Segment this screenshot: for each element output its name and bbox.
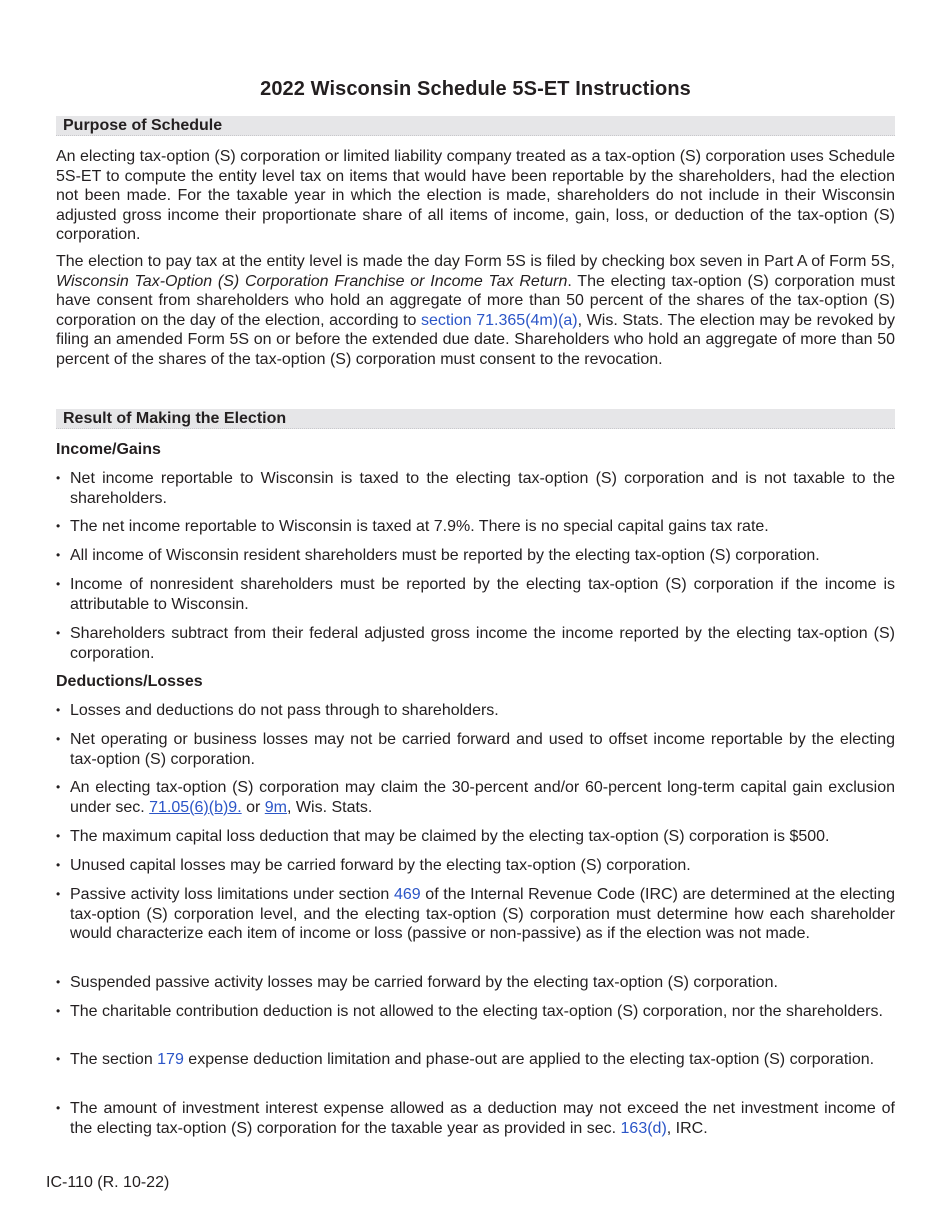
sec-9m-link[interactable]: 9m xyxy=(264,798,288,816)
bullet-icon: • xyxy=(56,829,61,843)
list-item: • The section 179 expense deduction limitation and phase-out are applied to the electing tax-option (S) corporation. xyxy=(56,1051,875,1068)
purpose-p2-text-b: . The electing tax-option (S) corporation must have consent from shareholders who hold an aggregate of more than 50 percent of the shares of the tax-option (S) corporation on the day of the election, according to xyxy=(56,272,895,329)
sec-71-05-link[interactable]: 71.05(6)(b)9. xyxy=(149,798,242,816)
page-title: 2022 Wisconsin Schedule 5S-ET Instructions xyxy=(260,78,691,100)
list-item: • Unused capital losses may be carried forward by the electing tax-option (S) corporation. xyxy=(56,857,691,874)
bullet-icon: • xyxy=(56,732,61,746)
list-item: • Suspended passive activity losses may be carried forward by the electing tax-option (S) corporation. xyxy=(56,974,778,991)
bullet-icon: • xyxy=(56,548,61,562)
irc-469-link[interactable]: 469 xyxy=(393,886,421,903)
bullet-icon: • xyxy=(56,703,61,717)
list-item: • Income of nonresident shareholders must be reported by the electing tax-option (S) corporation if the income is attributable to Wisconsin. xyxy=(56,576,895,613)
bullet-icon: • xyxy=(56,887,61,901)
list-item: • The maximum capital loss deduction that may be claimed by the electing tax-option (S) corporation is $500. xyxy=(56,828,830,845)
purpose-p2-text-a: The election to pay tax at the entity level is made the day Form 5S is filed by checking box seven in Part A of Form 5S, xyxy=(56,253,895,270)
bullet-icon: • xyxy=(56,1052,61,1066)
bullet-icon: • xyxy=(56,471,61,485)
purpose-p2-text-c: , Wis. Stats. The election may be revoked by filing an amended Form 5S on or before the extended due date. Shareholders who hold an aggregate of more than 50 percent of the shares of the tax-option (S) corporation must consent to the revocation. xyxy=(56,311,895,368)
bullet-icon: • xyxy=(56,626,61,640)
section-heading-result: Result of Making the Election xyxy=(56,409,895,429)
purpose-paragraph-2 xyxy=(56,252,895,369)
form-id-footer: IC-110 (R. 10-22) xyxy=(46,1174,170,1191)
purpose-paragraph-1: An electing tax-option (S) corporation or limited liability company treated as a tax-option (S) corporation uses Schedule 5S-ET to compute the entity level tax on items that would have been reportable by the shareholders, had the election not been made. For the taxable year in which the election is made, shareholders do not include in their Wisconsin adjusted gross income their proportionate share of all items of income, gain, loss, or deduction of the tax-option (S) corporation. xyxy=(56,148,895,243)
form-5s-title: Wisconsin Tax-Option (S) Corporation Franchise or Income Tax Return xyxy=(56,272,568,290)
bullet-icon: • xyxy=(56,519,61,533)
bullet-icon: • xyxy=(56,975,61,989)
section-71-365-link[interactable]: section 71.365(4m)(a) xyxy=(420,311,578,329)
bullet-icon: • xyxy=(56,1004,61,1018)
subheading-deductions-losses: Deductions/Losses xyxy=(56,673,203,690)
list-item: • All income of Wisconsin resident shareholders must be reported by the electing tax-option (S) corporation. xyxy=(56,547,820,564)
section-heading-purpose: Purpose of Schedule xyxy=(56,116,895,136)
irc-163d-link[interactable]: 163(d) xyxy=(620,1119,667,1137)
bullet-icon: • xyxy=(56,858,61,872)
list-item: • The amount of investment interest expense allowed as a deduction may not exceed the net investment income of the electing tax-option (S) corporation for the taxable year as provided in sec. 163(d), IRC. xyxy=(56,1100,895,1137)
bullet-icon: • xyxy=(56,780,61,794)
list-item: • An electing tax-option (S) corporation may claim the 30-percent and/or 60-percent long-term capital gain exclusion under sec. 71.05(6)(b)9. or 9m, Wis. Stats. xyxy=(56,779,895,816)
list-item: • The charitable contribution deduction is not allowed to the electing tax-option (S) corporation, nor the shareholders. xyxy=(56,1003,883,1020)
irc-179-link[interactable]: 179 xyxy=(157,1051,184,1068)
list-item: • Net income reportable to Wisconsin is taxed to the electing tax-option (S) corporation and is not taxable to the shareholders. xyxy=(56,470,895,507)
subheading-income-gains: Income/Gains xyxy=(56,441,161,458)
list-item: • The net income reportable to Wisconsin is taxed at 7.9%. There is no special capital gains tax rate. xyxy=(56,518,769,535)
list-item: • Net operating or business losses may not be carried forward and used to offset income reportable by the electing tax-option (S) corporation. xyxy=(56,731,895,768)
bullet-icon: • xyxy=(56,577,61,591)
list-item: • Shareholders subtract from their federal adjusted gross income the income reported by the electing tax-option (S) corporation. xyxy=(56,625,895,662)
list-item: • Passive activity loss limitations under section 469 of the Internal Revenue Code (IRC) are determined at the electing tax-option (S) corporation level, and the electing tax-option (S) corporation must determine how each shareholder would characterize each item of income or loss (passive or non-passive) as if the election was not made. xyxy=(56,886,896,942)
bullet-icon: • xyxy=(56,1101,61,1115)
list-item: • Losses and deductions do not pass through to shareholders. xyxy=(56,702,499,719)
